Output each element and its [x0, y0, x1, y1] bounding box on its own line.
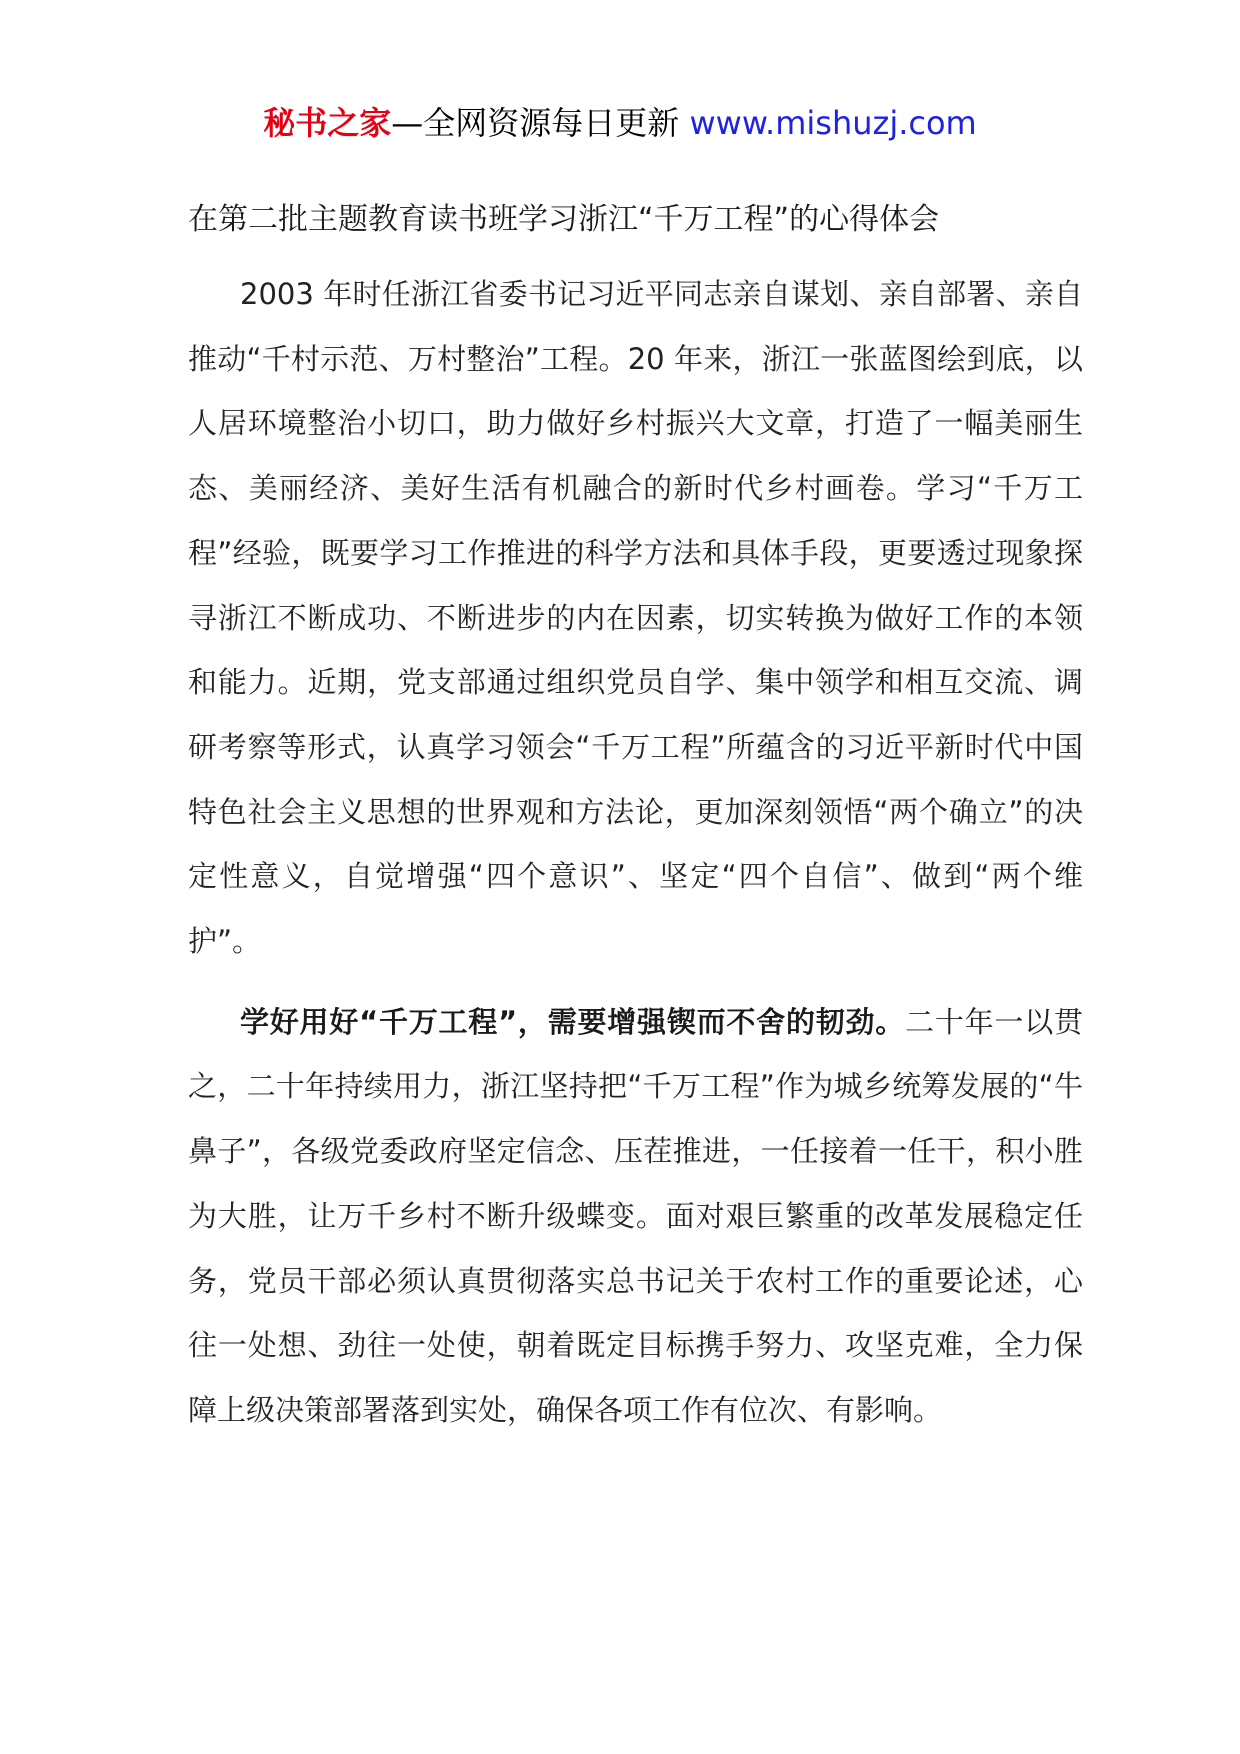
- paragraph-2-lead: 学好用好“千万工程”，需要增强锲而不舍的韧劲。: [240, 1004, 906, 1039]
- brand-name: 秘书之家: [263, 104, 392, 142]
- site-url-link[interactable]: www.mishuzj.com: [689, 104, 977, 142]
- document-title: 在第二批主题教育读书班学习浙江“千万工程”的心得体会: [188, 202, 940, 237]
- paragraph-1-text: 2003 年时任浙江省委书记习近平同志亲自谋划、亲自部署、亲自推动“千村示范、万村整治”工程。20 年来，浙江一张蓝图绘到底，以人居环境整治小切口，助力做好乡村振兴大文章，打造了一幅美丽生态、美丽经济、美好生活有机融合的新时代乡村画卷。学习“千万工程”经验，既要学习工作推进的科学方法和具体手段，更要透过现象探寻浙江不断成功、不断进步的内在因素，切实转换为做好工作的本领和能力。近期，党支部通过组织党员自学、集中领学和相互交流、调研考察等形式，认真学习领会“千万工程”所蕴含的习近平新时代中国特色社会主义思想的世界观和方法论，更加深刻领悟“两个确立”的决定性意义，自觉增强“四个意识”、坚定“四个自信”、做到“两个维护”。: [188, 277, 1083, 959]
- paragraph-2: [188, 990, 1083, 1443]
- paragraph-2-text: 二十年一以贯之，二十年持续用力，浙江坚持把“千万工程”作为城乡统筹发展的“牛鼻子”，各级党委政府坚定信念、压茬推进，一任接着一任干，积小胜为大胜，让万千乡村不断升级蝶变。面对艰巨繁重的改革发展稳定任务，党员干部必须认真贯彻落实总书记关于农村工作的重要论述，心往一处想、劲往一处使，朝着既定目标携手努力、攻坚克难，全力保障上级决策部署落到实处，确保各项工作有位次、有影响。: [188, 1004, 1083, 1427]
- header-tagline: —全网资源每日更新: [391, 104, 690, 142]
- site-header: [0, 100, 1240, 146]
- document-body: [188, 196, 1083, 1459]
- paragraph-1: [188, 262, 1083, 974]
